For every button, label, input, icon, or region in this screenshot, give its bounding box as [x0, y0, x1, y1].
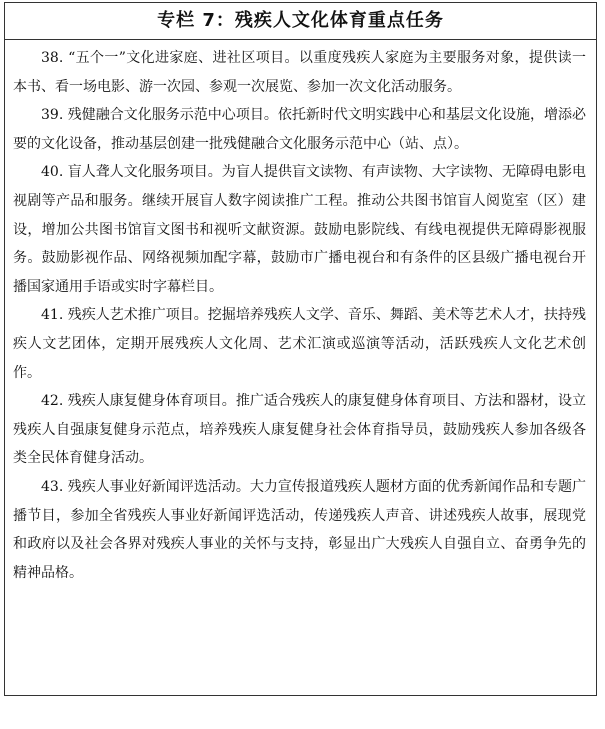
task-item-42: 42. 残疾人康复健身体育项目。推广适合残疾人的康复健身体育项目、方法和器材，设立残疾人自强康复健身示范点，培养残疾人康复健身社会体育指导员，鼓励残疾人参加各级各类全民体育健身活动。: [13, 393, 586, 467]
task-item-39: 39. 残健融合文化服务示范中心项目。依托新时代文明实践中心和基层文化设施，增添必要的文化设备，推动基层创建一批残健融合文化服务示范中心（站、点）。: [13, 107, 586, 152]
column-title: 专栏 7：残疾人文化体育重点任务: [5, 3, 596, 40]
task-list: [5, 40, 596, 587]
task-item-41: 41. 残疾人艺术推广项目。挖掘培养残疾人文学、音乐、舞蹈、美术等艺术人才，扶持残疾人文艺团体，定期开展残疾人文化周、艺术汇演或巡演等活动，活跃残疾人文化艺术创作。: [13, 307, 586, 381]
special-column-box: [4, 2, 597, 696]
task-item-43: 43. 残疾人事业好新闻评选活动。大力宣传报道残疾人题材方面的优秀新闻作品和专题广播节目，参加全省残疾人事业好新闻评选活动，传递残疾人声音、讲述残疾人故事，展现党和政府以及社会各界对残疾人事业的关怀与支持，彰显出广大残疾人自强自立、奋勇争先的精神品格。: [13, 478, 586, 581]
task-item-38: 38. “五个一”文化进家庭、进社区项目。以重度残疾人家庭为主要服务对象，提供读一本书、看一场电影、游一次园、参观一次展览、参加一次文化活动服务。: [13, 50, 586, 95]
task-item-40: 40. 盲人聋人文化服务项目。为盲人提供盲文读物、有声读物、大字读物、无障碍电影电视剧等产品和服务。继续开展盲人数字阅读推广工程。推动公共图书馆盲人阅览室（区）建设，增加公共图书馆盲文图书和视听文献资源。鼓励电影院线、有线电视提供无障碍影视服务。鼓励影视作品、网络视频加配字幕，鼓励市广播电视台和有条件的区县级广播电视台开播国家通用手语或实时字幕栏目。: [13, 164, 586, 295]
